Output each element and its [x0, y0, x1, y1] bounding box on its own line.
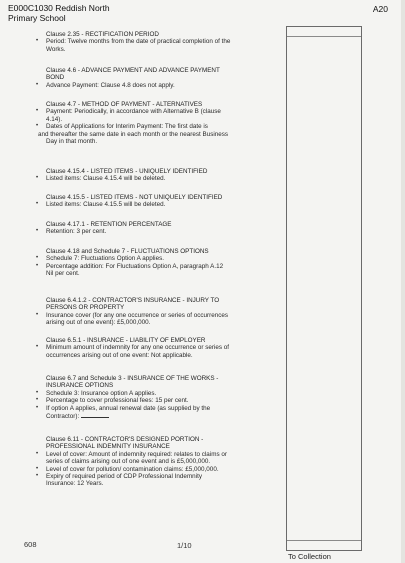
clause-item [36, 131, 280, 138]
clause-item-line [46, 473, 280, 480]
clause-heading-line: Clause 4.7 - METHOD OF PAYMENT - ALTERNATIVES [46, 101, 203, 108]
clause-section [36, 168, 280, 183]
footer-page-number: 1/10 [177, 541, 192, 550]
clause-heading-line: Clause 6.11 - CONTRACTOR'S DESIGNED PORTION - [46, 436, 204, 443]
clause-item-line [46, 175, 280, 182]
clause-item-line [46, 352, 280, 359]
clause-item-line [46, 451, 280, 458]
clause-item-line [46, 201, 280, 208]
clause-heading [36, 436, 280, 451]
clause-item-line [46, 344, 280, 351]
page-edge [401, 0, 405, 563]
clause-item [36, 466, 280, 473]
clause-heading-line: Clause 6.5.1 - INSURANCE - LIABILITY OF EMPLOYER [46, 337, 206, 344]
clause-item-text: Works. [46, 45, 66, 53]
clause-item-text: Listed items: Clause 4.15.4 will be deleted. [46, 175, 166, 183]
clause-section [36, 337, 280, 359]
clause-heading-line: INSURANCE OPTIONS [46, 382, 114, 390]
clause-item-text: Percentage addition: For Fluctuations Option A, paragraph A.12 [46, 262, 224, 270]
clause-item-text: Level of cover: Amount of indemnity required: relates to claims or [46, 450, 227, 458]
clause-heading-line: Clause 4.15.5 - LISTED ITEMS - NOT UNIQUELY IDENTIFIED [46, 194, 223, 201]
clause-item [36, 201, 280, 208]
clause-item [36, 108, 280, 123]
clause-item-text: occurrences arising out of one event: Not applicable. [46, 351, 193, 359]
clause-section [36, 194, 280, 209]
clause-item [36, 451, 280, 466]
clause-item-line [38, 131, 280, 138]
clause-item-line [46, 38, 280, 45]
clause-item-line [46, 405, 280, 412]
clause-item-text: If option A applies, annual renewal date (as supplied by the [46, 404, 211, 412]
clause-item-line [46, 46, 280, 53]
clause-items [36, 390, 280, 421]
clause-items [36, 108, 280, 145]
clause-heading [36, 168, 280, 175]
clause-heading-line: PROFESSIONAL INDEMNITY INSURANCE [46, 443, 170, 451]
clause-section [36, 375, 280, 420]
clause-heading-line: Clause 4.15.4 - LISTED ITEMS - UNIQUELY IDENTIFIED [46, 168, 208, 175]
clause-section [36, 67, 280, 89]
clause-item-text: Insurance cover (for any one occurrence or series of occurrences [46, 311, 228, 319]
clause-item-text: Schedule 7: Fluctuations Option A applies. [46, 255, 164, 263]
footer-page-code: 608 [24, 540, 37, 549]
clause-item-line [46, 263, 280, 270]
clause-heading [36, 194, 280, 201]
clause-item-line [46, 480, 280, 487]
clause-heading [36, 375, 280, 390]
clause-item-line [46, 116, 280, 123]
price-column-inner [287, 36, 361, 541]
clause-item-line [46, 319, 280, 326]
clause-section [36, 436, 280, 488]
clause-item-line [46, 123, 280, 130]
header-project [8, 3, 110, 23]
blank-fill-line [81, 412, 109, 418]
clause-item-line [46, 390, 280, 397]
clause-heading-line: Clause 4.17.1 - RETENTION PERCENTAGE [46, 221, 172, 228]
clause-heading-line: Clause 4.18 and Schedule 7 - FLUCTUATIONS OPTIONS [46, 248, 209, 255]
clause-item-text: Expiry of required period of CDP Professional Indemnity [46, 473, 202, 481]
clause-items [36, 82, 280, 89]
clause-item [36, 228, 280, 235]
clause-heading [36, 67, 280, 82]
clause-item-text: Day in that month. [46, 138, 98, 146]
clause-section [36, 221, 280, 236]
clause-item [36, 82, 280, 89]
clause-heading-line: PERSONS OR PROPERTY [46, 304, 125, 312]
clause-item [36, 138, 280, 145]
clause-item-text: Payment: Periodically, in accordance with Alternative B (clause [46, 108, 221, 116]
clause-item-text: and thereafter the same date in each month or the nearest Business [38, 130, 229, 138]
clause-heading-line: Clause 2.35 - RECTIFICATION PERIOD [46, 31, 159, 38]
clause-item [36, 397, 280, 404]
to-collection-label: To Collection [288, 552, 331, 561]
clause-item-text: arising out of one event): £5,000,000. [46, 319, 151, 327]
clause-heading-line: Clause 6.4.1.2 - CONTRACTOR'S INSURANCE - INJURY TO [46, 297, 220, 304]
clause-item-text: Advance Payment: Clause 4.8 does not apply. [46, 81, 175, 89]
clause-items [36, 228, 280, 235]
clause-heading-line: Clause 4.6 - ADVANCE PAYMENT AND ADVANCE PAYMENT [46, 67, 220, 74]
clause-item-line [46, 412, 280, 420]
clause-item-text: Level of cover for pollution/ contamination claims: £5,000,000. [46, 465, 219, 473]
clause-item-text: Insurance: 12 Years. [46, 480, 104, 488]
clause-heading [36, 248, 280, 255]
clause-item-text: 4.14). [46, 115, 63, 123]
clause-items [36, 451, 280, 488]
clause-item [36, 123, 280, 130]
clause-item-line [46, 458, 280, 465]
clause-item-line [46, 397, 280, 404]
clause-item [36, 390, 280, 397]
clause-item-line [46, 108, 280, 115]
clause-item-line [46, 255, 280, 262]
clause-item [36, 405, 280, 421]
clause-heading [36, 101, 280, 108]
clause-item-text: Dates of Applications for Interim Payment: The first date is [46, 123, 208, 131]
clause-item-line [46, 466, 280, 473]
price-column [286, 26, 362, 551]
clause-item-text: Minimum amount of indemnity for any one occurrence or series of [46, 344, 230, 352]
clause-section [36, 31, 280, 53]
clause-items [36, 175, 280, 182]
clause-item [36, 38, 280, 53]
clause-item-text: Percentage to cover professional fees: 15 per cent. [46, 397, 189, 405]
header-code: A20 [372, 4, 388, 14]
clause-heading-line: BOND [46, 74, 65, 82]
clause-item-text: Nil per cent. [46, 270, 80, 278]
clause-item [36, 263, 280, 278]
clause-item-line [46, 228, 280, 235]
clause-items [36, 201, 280, 208]
clause-heading [36, 221, 280, 228]
clause-heading [36, 337, 280, 344]
clause-item-line [46, 82, 280, 89]
header-school: Primary School [8, 13, 66, 23]
clause-item-text: Contractor): [46, 413, 81, 421]
clause-item [36, 312, 280, 327]
clause-section [36, 297, 280, 327]
clause-item [36, 344, 280, 359]
clause-section [36, 248, 280, 278]
header-ref: E000C1030 Reddish North [8, 3, 110, 13]
clause-item-line [46, 312, 280, 319]
clause-items [36, 255, 280, 277]
clause-item-text: Schedule 3: Insurance option A applies. [46, 389, 157, 397]
clause-item [36, 175, 280, 182]
clause-heading-line: Clause 6.7 and Schedule 3 - INSURANCE OF THE WORKS - [46, 375, 219, 382]
clause-item-line [46, 138, 280, 145]
clause-item-line [46, 270, 280, 277]
clause-section [36, 101, 280, 145]
clause-items [36, 38, 280, 53]
clause-heading [36, 297, 280, 312]
clause-item [36, 473, 280, 488]
clause-item-text: Retention: 3 per cent. [46, 228, 107, 236]
clause-heading [36, 31, 280, 38]
clause-items [36, 344, 280, 359]
clause-items [36, 312, 280, 327]
clause-item-text: Listed items: Clause 4.15.5 will be deleted. [46, 201, 166, 209]
clause-item [36, 255, 280, 262]
clause-item-text: Period: Twelve months from the date of practical completion of the [46, 38, 231, 46]
clause-item-text: series of claims arising out of one event and is £5,000,000. [46, 458, 211, 466]
